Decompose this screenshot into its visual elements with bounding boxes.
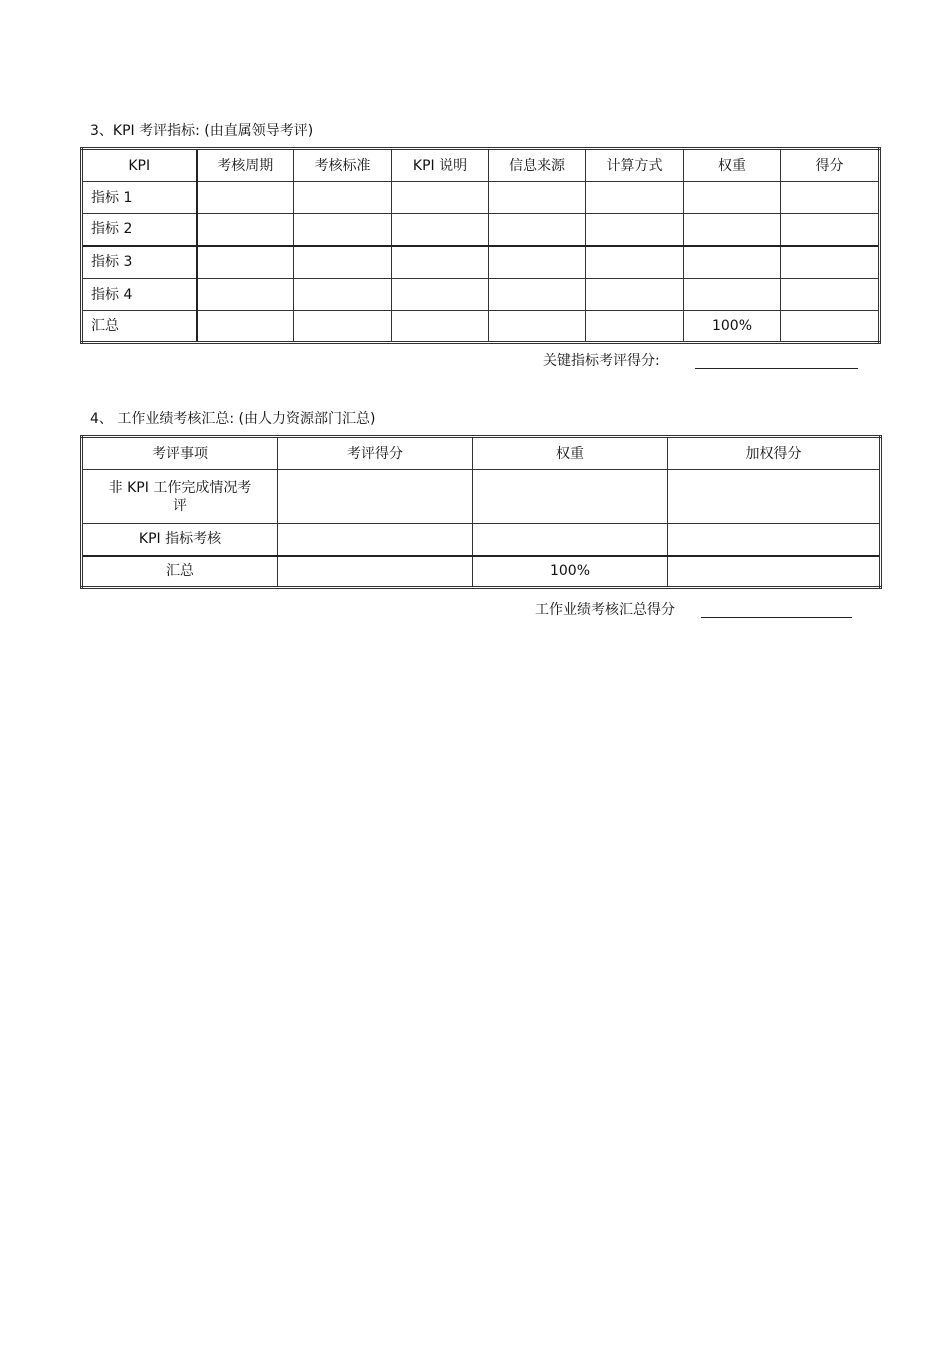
summary-row-kpi [82, 524, 881, 556]
kpi-header-method: 计算方式 [586, 149, 684, 182]
summary-header-weight: 权重 [473, 437, 668, 470]
kpi-cell-weight[interactable] [684, 214, 781, 246]
kpi-table [80, 147, 881, 344]
kpi-cell-weight[interactable]: 100% [684, 311, 781, 343]
kpi-cell-source[interactable] [489, 311, 586, 343]
summary-header-row [82, 437, 881, 470]
kpi-cell-score[interactable] [781, 214, 880, 246]
kpi-cell-weight[interactable] [684, 246, 781, 279]
kpi-cell-description[interactable] [392, 214, 489, 246]
summary-row-non-kpi [82, 470, 881, 524]
kpi-cell-source[interactable] [489, 182, 586, 214]
summary-header-score: 考评得分 [278, 437, 473, 470]
kpi-cell-description[interactable] [392, 311, 489, 343]
kpi-cell-period[interactable] [197, 246, 294, 279]
kpi-row-label: 指标 3 [82, 246, 197, 279]
kpi-cell-weight[interactable] [684, 279, 781, 311]
summary-cell-weight[interactable] [473, 524, 668, 556]
kpi-cell-standard[interactable] [294, 311, 392, 343]
performance-summary-table [80, 435, 882, 589]
kpi-row-total [82, 311, 880, 343]
summary-cell-score[interactable] [278, 470, 473, 524]
summary-cell-weighted-score[interactable] [668, 556, 881, 588]
kpi-header-standard: 考核标准 [294, 149, 392, 182]
kpi-cell-description[interactable] [392, 279, 489, 311]
summary-header-item: 考评事项 [82, 437, 278, 470]
section4-title: 4、 工作业绩考核汇总: (由人力资源部门汇总) [90, 411, 376, 427]
kpi-cell-source[interactable] [489, 246, 586, 279]
kpi-row-label: 汇总 [82, 311, 197, 343]
summary-item-label: KPI 指标考核 [82, 524, 278, 556]
kpi-cell-score[interactable] [781, 182, 880, 214]
kpi-cell-method[interactable] [586, 246, 684, 279]
kpi-cell-period[interactable] [197, 311, 294, 343]
kpi-header-weight: 权重 [684, 149, 781, 182]
kpi-cell-method[interactable] [586, 311, 684, 343]
kpi-cell-method[interactable] [586, 182, 684, 214]
summary-cell-score[interactable] [278, 556, 473, 588]
kpi-row-label: 指标 4 [82, 279, 197, 311]
kpi-cell-period[interactable] [197, 214, 294, 246]
summary-score-blank[interactable] [701, 617, 852, 618]
kpi-cell-source[interactable] [489, 279, 586, 311]
kpi-cell-period[interactable] [197, 182, 294, 214]
kpi-cell-method[interactable] [586, 214, 684, 246]
kpi-cell-method[interactable] [586, 279, 684, 311]
kpi-score-blank[interactable] [695, 368, 858, 369]
summary-cell-weighted-score[interactable] [668, 470, 881, 524]
kpi-row-1 [82, 182, 880, 214]
section3-title: 3、KPI 考评指标: (由直属领导考评) [90, 123, 314, 139]
summary-item-label: 非 KPI 工作完成情况考评 [82, 470, 278, 524]
kpi-score-label: 关键指标考评得分: [543, 353, 660, 369]
summary-item-label: 汇总 [82, 556, 278, 588]
kpi-cell-score[interactable] [781, 311, 880, 343]
summary-cell-weight[interactable] [473, 470, 668, 524]
kpi-cell-description[interactable] [392, 246, 489, 279]
kpi-cell-score[interactable] [781, 246, 880, 279]
kpi-row-4 [82, 279, 880, 311]
kpi-header-period: 考核周期 [197, 149, 294, 182]
kpi-cell-description[interactable] [392, 182, 489, 214]
summary-cell-weighted-score[interactable] [668, 524, 881, 556]
kpi-cell-standard[interactable] [294, 214, 392, 246]
kpi-row-2 [82, 214, 880, 246]
kpi-row-label: 指标 1 [82, 182, 197, 214]
kpi-header-description: KPI 说明 [392, 149, 489, 182]
kpi-cell-weight[interactable] [684, 182, 781, 214]
summary-score-label: 工作业绩考核汇总得分 [535, 602, 675, 618]
kpi-cell-standard[interactable] [294, 246, 392, 279]
kpi-header-kpi: KPI [82, 149, 197, 182]
kpi-header-row [82, 149, 880, 182]
kpi-cell-period[interactable] [197, 279, 294, 311]
kpi-cell-score[interactable] [781, 279, 880, 311]
summary-cell-weight[interactable]: 100% [473, 556, 668, 588]
kpi-row-label: 指标 2 [82, 214, 197, 246]
summary-cell-score[interactable] [278, 524, 473, 556]
kpi-header-source: 信息来源 [489, 149, 586, 182]
kpi-header-score: 得分 [781, 149, 880, 182]
kpi-cell-standard[interactable] [294, 182, 392, 214]
kpi-cell-standard[interactable] [294, 279, 392, 311]
summary-header-weighted-score: 加权得分 [668, 437, 881, 470]
kpi-cell-source[interactable] [489, 214, 586, 246]
summary-row-total [82, 556, 881, 588]
kpi-row-3 [82, 246, 880, 279]
